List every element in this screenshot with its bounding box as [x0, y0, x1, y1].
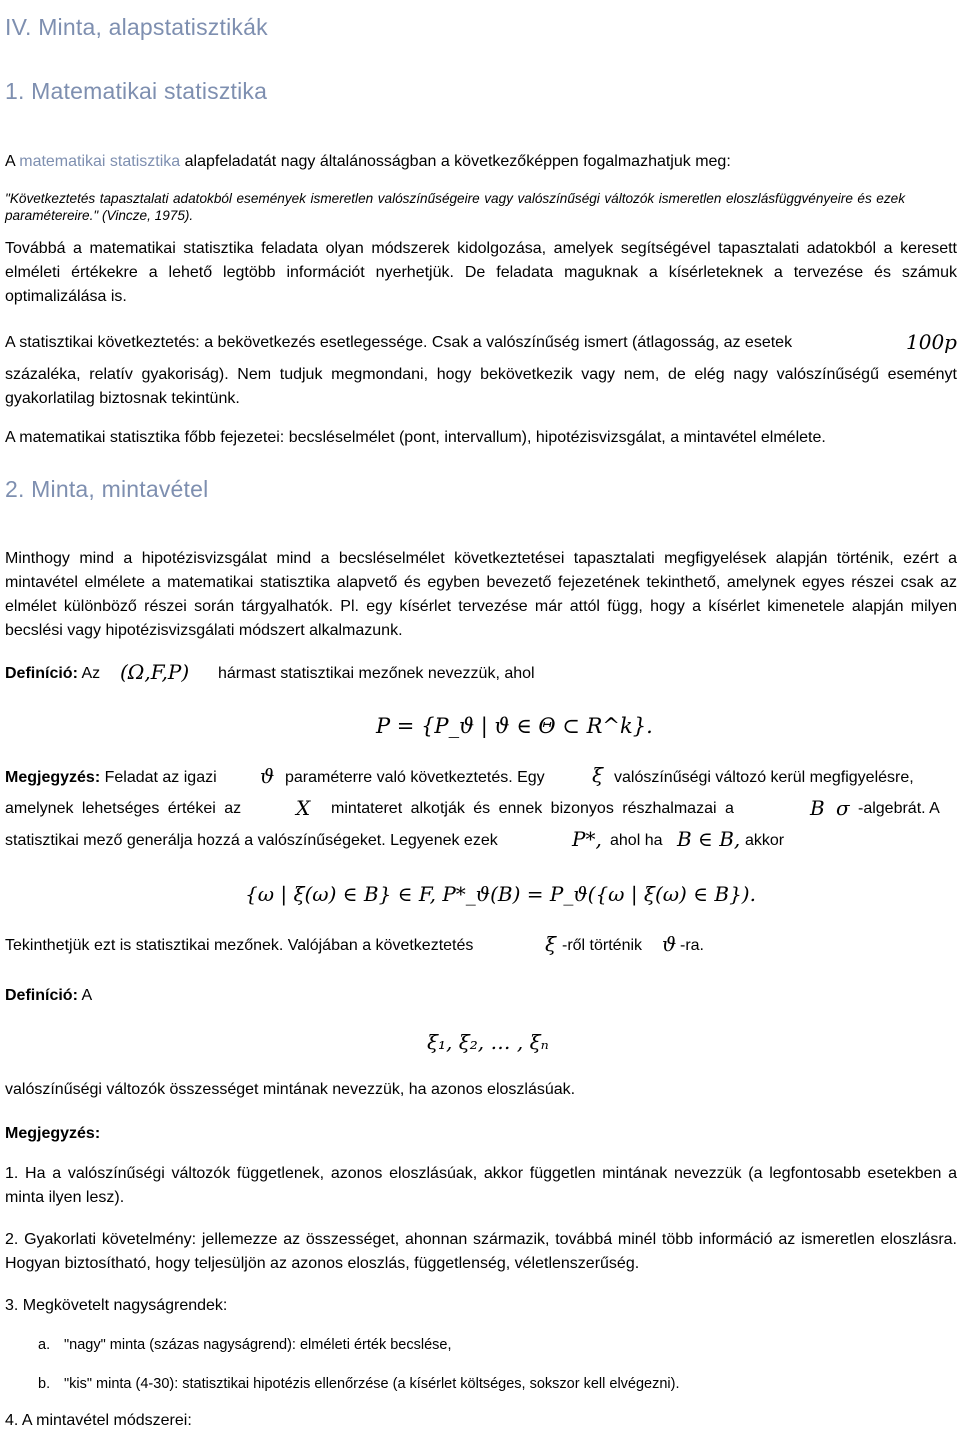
note-1-text-d: amelynek lehetséges értékei az [5, 800, 242, 817]
paragraph-5-text-a: Tekinthetjük ezt is statisztikai mezőnek. Valójában a következtetés [5, 937, 474, 954]
note-2 [5, 1122, 957, 1146]
math-B: B [810, 796, 825, 820]
math-b-in-b: B ∈ B, [677, 827, 741, 851]
math-X: X [296, 796, 311, 820]
list-item-4: 4. A mintavétel módszerei: [5, 1412, 192, 1429]
note-1-line-1: Megjegyzés: Feladat az igazi [5, 769, 217, 786]
note-1-text-i: akkor [745, 832, 785, 849]
note-1-text-e: mintateret alkotják és ennek bizonyos részhalmazai a [331, 800, 734, 817]
paragraph-4: Minthogy mind a hipotézisvizsgálat mind a becsléselmélet következtetései tapasztalati megfigyelések alapján történik, ezért a mintavétel elmélete a matematikai statisztika alapvető és egyben bevezető fejezetének tekinthető, amelynek egyes részei csak az elmélet különböző részei során tárgyalhatók. Pl. egy kísérlet tervezése már attól függ, hogy a kísérlet kimenetele alapján milyen becslési vagy hipotézisvizsgálati módszert alkalmazunk. [5, 550, 957, 639]
sublist-item-b: b. "kis" minta (4-30): statisztikai hipotézis ellenőrzése (a kísérlet költséges, sokszor kell elvégezni). [38, 1376, 680, 1392]
definition-1-text: hármast statisztikai mezőnek nevezzük, ahol [218, 665, 535, 682]
intro-paragraph: A matematikai statisztika alapfeladatát nagy általánosságban a következőképpen fogalmazhatjuk meg: [5, 153, 731, 170]
math-xi: ξ [592, 763, 604, 787]
paragraph-2-rest: százaléka, relatív gyakoriság). Nem tudjuk megmondani, hogy bekövetkezik vagy nem, de elég nagy valószínűségű eseményt gyakorlatilag biztosnak tekintünk. [5, 366, 957, 407]
note-label: Megjegyzés: [5, 769, 101, 786]
note-1-text-b: paraméterre való következtetés. Egy [285, 769, 545, 786]
math-p-star: P*, [572, 827, 602, 851]
list-item-1: 1. Ha a valószínűségi változók függetlenek, azonos eloszlásúak, akkor független mintának nevezzük (a legfontosabb esetekben a minta ilyen lesz). [5, 1165, 957, 1206]
definition-label-2: Definíció: [5, 987, 78, 1004]
paragraph-2-line-1: A statisztikai következtetés: a bekövetkezés esetlegessége. Csak a valószínűség ismert (átlagosság, az esetek [5, 334, 793, 351]
formula-triple: (Ω,F,P) [120, 660, 190, 684]
list-item-2: 2. Gyakorlati követelmény: jellemezze az összességet, ahonnan származik, továbbá minél több információ az ismeretlen eloszlásra. Hogyan biztosítható, hogy teljesüljön az azonos eloszlás, függetlenség, véletlenszerűség. [5, 1231, 957, 1272]
definition-2: Definíció: A [5, 987, 93, 1004]
math-theta-2: ϑ [662, 932, 677, 956]
list-item-3: 3. Megkövetelt nagyságrendek: [5, 1297, 228, 1314]
paragraph-3: A matematikai statisztika főbb fejezetei: becsléselmélet (pont, intervallum), hipotézisvizsgálat, a mintavétel elmélete. [5, 429, 826, 446]
formula-100p: 100p [906, 330, 957, 354]
note-1-text-f: -algebrát. A [858, 800, 940, 817]
note-1-text-h: ahol ha [610, 832, 663, 849]
definition-label: Definíció: [5, 665, 78, 682]
section-heading-2: 2. Minta, mintavétel [5, 476, 209, 502]
paragraph-5-text-b: -ről történik [562, 937, 643, 954]
chapter-heading: IV. Minta, alapstatisztikák [5, 14, 268, 40]
paragraph-1: Továbbá a matematikai statisztika feladata olyan módszerek kidolgozása, amelyek segítségével tapasztalati adatokból a keresett elméleti értékekre a lehető legtöbb információt nyerhetjük. De feladata maguknak a kísérleteknek a tervezése és számuk optimalizálása is. [5, 240, 957, 305]
formula-induced-probability: {ω | ξ(ω) ∈ B} ∈ F, P*_ϑ(B) = P_ϑ({ω | ξ(ω) ∈ B}). [245, 882, 756, 906]
sublist-item-a: a. "nagy" minta (százas nagyságrend): elméleti érték becslése, [38, 1337, 452, 1353]
note-1-text-c: valószínűségi változó kerül megfigyelésre, [614, 769, 914, 786]
paragraph-5-text-c: -ra. [680, 937, 704, 954]
formula-sample-sequence: ξ₁, ξ₂, … , ξₙ [427, 1030, 549, 1054]
math-theta: ϑ [260, 764, 275, 788]
note-1-text-g: statisztikai mező generálja hozzá a valószínűségeket. Legyenek ezek [5, 832, 498, 849]
quote-block: "Következtetés tapasztalati adatokból események ismeretlen valószínűségeire vagy valószínűségi változók ismeretlen eloszlásfüggvényeire és ezek paramétereire." (Vincze, 1975). [5, 191, 905, 223]
section-heading-1: 1. Matematikai statisztika [5, 78, 268, 104]
math-sigma: σ [836, 796, 850, 820]
math-xi-2: ξ [545, 932, 557, 956]
term-highlight: matematikai statisztika [19, 153, 181, 170]
paragraph-6: valószínűségi változók összességet mintának nevezzük, ha azonos eloszlásúak. [5, 1081, 576, 1098]
formula-parameter-family: P = {P_ϑ | ϑ ∈ Θ ⊂ R^k}. [376, 714, 653, 738]
note-label-2: Megjegyzés: [5, 1125, 101, 1142]
definition-1: Definíció: Az [5, 665, 101, 682]
